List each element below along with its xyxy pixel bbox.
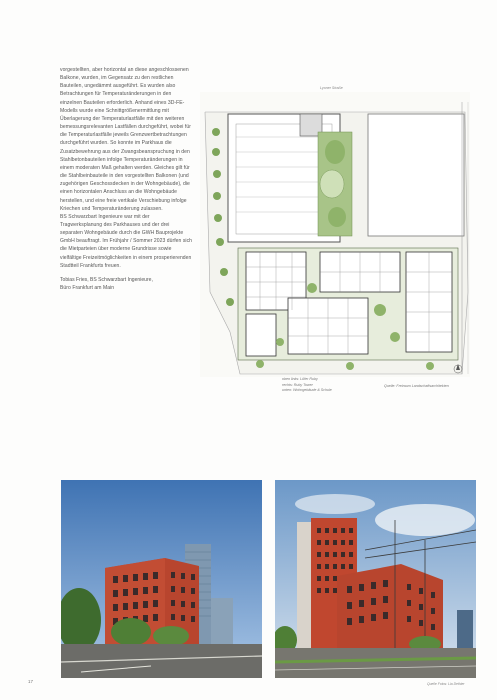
plan-caption-line-2: rechts: Ruby Tower — [282, 382, 313, 387]
author-line-2: Büro Frankfurt am Main — [60, 285, 115, 292]
article-text-column — [60, 66, 193, 292]
building-photo-left — [61, 480, 262, 678]
article-paragraph-1: vorgestellten, aber horizontal an diese angeschlossenen Balkone, wurden, im Gegensatz zu den restlichen Bauteilen, ungedämmt ausgeführt. Es wurden also Betrachtungen für Temperaturänderungen in den einzelnen Bauteilen erforderlich. Anhand eines 3D-FE-Modells wurde eine Schnittgrößenermittlung mit Überlagerung der Temperaturlastfälle mit den weiteren bemessungsrelevanten Lastfällen durchgeführt, wobei für die Temperaturlastfälle jeweils Grenzwertbetrachtungen durchgeführt wurden. So konnte im Parkhaus die Zusatzbewehrung aus der Zwangsbeanspruchung in den Stahlbetonbauteilen infolge Temperaturänderungen in einem moderaten Maß gehalten werden. Gleiches gilt für die Stahlbeinbauteile in den vorgestellten Balkonen (und zugehörigen Geschossdecken in der Wohngebäude), die einen horizontalen Anschluss an die Wohngebäude herstellen, und eine freie vertikale Verschiebung infolge Kriechen und Temperaturänderung zulassen. — [60, 67, 191, 212]
site-plan-image — [200, 92, 470, 377]
building-photo-right — [275, 480, 476, 678]
plan-caption-line-3: unten: Wohngebäude & Schule — [282, 388, 332, 393]
plan-caption-line-1: oben links: Lüfer Ruby — [282, 377, 318, 381]
photo-credit: Quelle Fotos: Lia Dethier — [427, 682, 465, 686]
author-line-1: Tobias Fries, BS Schwarzbart Ingenieure, — [60, 276, 153, 283]
plan-caption — [282, 377, 332, 394]
article-paragraph-2: BS Schwarzbart Ingenieure war mit der Tragwerksplanung des Parkhauses und der drei separaten Wohngebäude durch die GWH Bauprojekte GmbH beauftragt. Im Frühjahr / Sommer 2023 dürfen sich die Mietparteien über moderne Grundrisse sowie vielfältige Freizeitmöglichkeiten in einem prosperierenden Stadtteil Frankfurts freuen. — [60, 213, 193, 269]
plan-source: Quelle: Freiraum Landschaftsarchitekten — [384, 384, 449, 388]
page-number: 17 — [28, 679, 34, 684]
plan-street-label: Lyoner Straße — [320, 86, 343, 90]
